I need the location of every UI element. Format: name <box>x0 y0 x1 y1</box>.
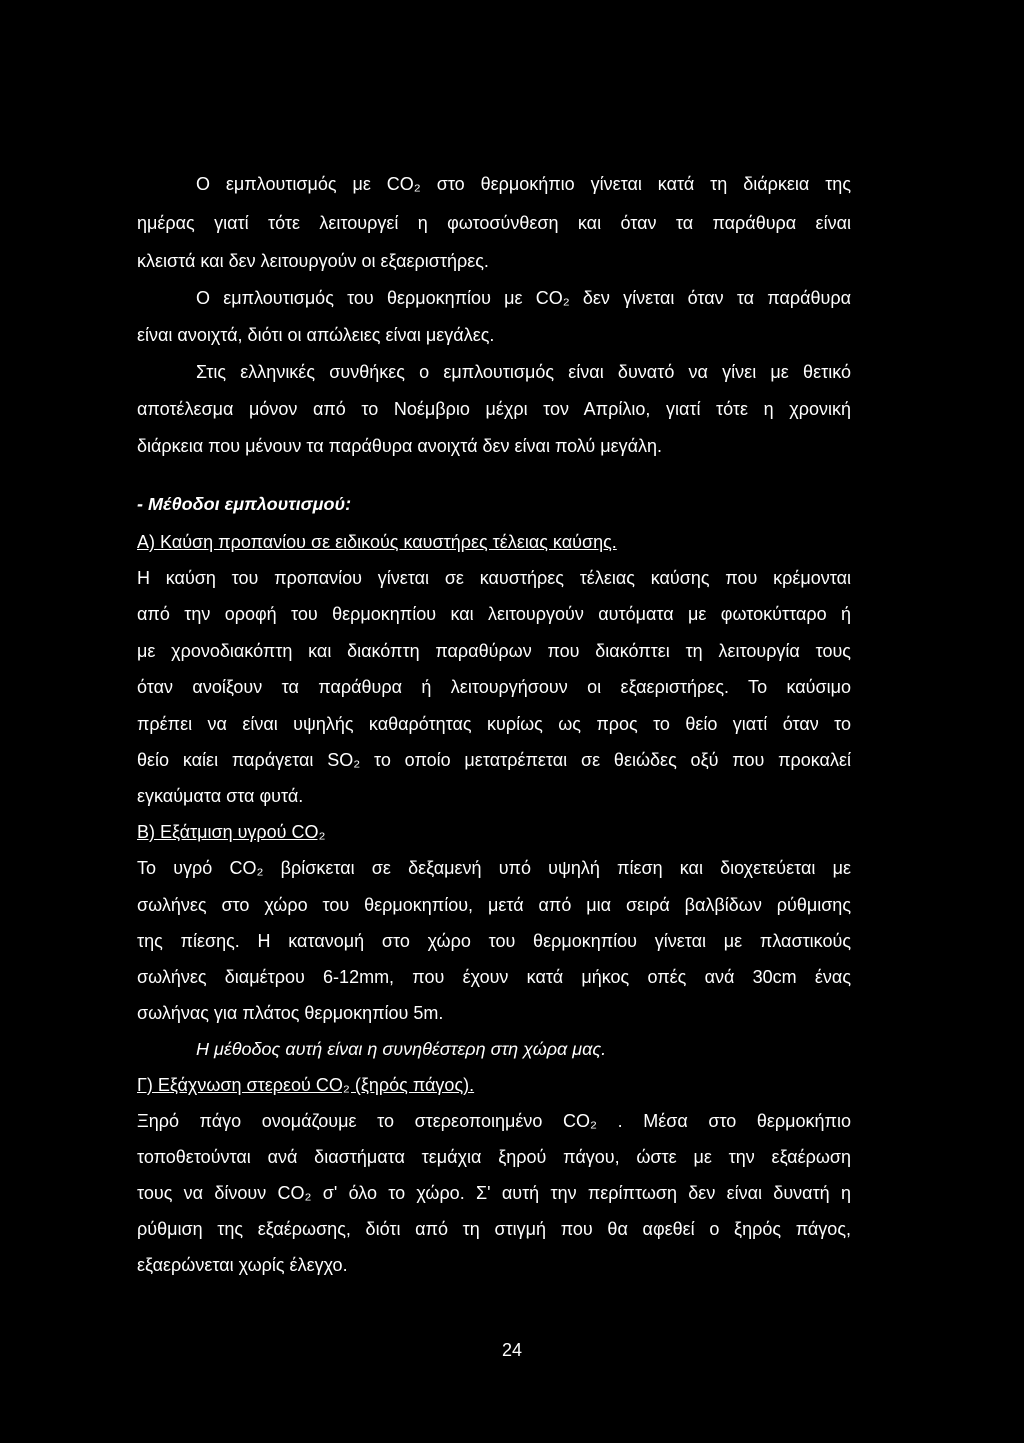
paragraph-line: πρέπει να είναι υψηλής καθαρότητας κυρίως ως προς το θείο γιατί όταν το <box>137 714 851 734</box>
paragraph-line: σωλήνες στο χώρο του θερμοκηπίου, μετά από μια σειρά βαλβίδων ρύθμισης <box>137 895 851 915</box>
paragraph-line: είναι ανοιχτά, διότι οι απώλειες είναι μεγάλες. <box>137 325 495 345</box>
paragraph-line: ρύθμιση της εξαέρωσης, διότι από τη στιγμή που θα αφεθεί ο ξηρός πάγος, <box>137 1219 851 1239</box>
paragraph-line: τους να δίνουν CO₂ σ' όλο το χώρο. Σ' αυτή την περίπτωση δεν είναι δυνατή η <box>137 1183 851 1203</box>
section-heading: - Μέθοδοι εμπλουτισμού: <box>137 494 352 514</box>
paragraph-line: αποτέλεσμα μόνον από το Νοέμβριο μέχρι τον Απρίλιο, γιατί τότε η χρονική <box>137 399 851 419</box>
paragraph-line: ημέρας γιατί τότε λειτουργεί η φωτοσύνθεση και όταν τα παράθυρα είναι <box>137 213 851 233</box>
paragraph-line: Η καύση του προπανίου γίνεται σε καυστήρες τέλειας καύσης που κρέμονται <box>137 568 851 588</box>
page-number: 24 <box>501 1340 523 1360</box>
paragraph-line: κλειστά και δεν λειτουργούν οι εξαεριστήρες. <box>137 251 489 271</box>
paragraph-line: της πίεσης. Η κατανομή στο χώρο του θερμοκηπίου γίνεται με πλαστικούς <box>137 931 851 951</box>
paragraph-line: Ο εμπλουτισμός του θερμοκηπίου με CO₂ δεν γίνεται όταν τα παράθυρα <box>196 288 851 308</box>
emphasis-note: Η μέθοδος αυτή είναι η συνηθέστερη στη χώρα μας. <box>196 1039 607 1059</box>
paragraph-line: Ξηρό πάγο ονομάζουμε το στερεοποιημένο CO₂ . Μέσα στο θερμοκήπιο <box>137 1111 851 1131</box>
paragraph-line: εγκαύματα στα φυτά. <box>137 786 304 806</box>
paragraph-line: εξαερώνεται χωρίς έλεγχο. <box>137 1255 348 1275</box>
paragraph-line: σωλήνες διαμέτρου 6-12mm, που έχουν κατά μήκος οπές ανά 30cm ένας <box>137 967 851 987</box>
paragraph-line: Το υγρό CO₂ βρίσκεται σε δεξαμενή υπό υψηλή πίεση και διοχετεύεται με <box>137 858 851 878</box>
paragraph-line: τοποθετούνται ανά διαστήματα τεμάχια ξηρού πάγου, ώστε με την εξαέρωση <box>137 1147 851 1167</box>
paragraph-line: Ο εμπλουτισμός με CO₂ στο θερμοκήπιο γίνεται κατά τη διάρκεια της <box>196 174 851 194</box>
paragraph-line: διάρκεια που μένουν τα παράθυρα ανοιχτά δεν είναι πολύ μεγάλη. <box>137 436 663 456</box>
subsection-heading: Α) Καύση προπανίου σε ειδικούς καυστήρες τέλειας καύσης. <box>137 532 617 552</box>
subsection-heading: Β) Εξάτμιση υγρού CO₂ <box>137 822 326 842</box>
paragraph-line: από την οροφή του θερμοκηπίου και λειτουργούν αυτόματα με φωτοκύτταρο ή <box>137 604 851 624</box>
paragraph-line: Στις ελληνικές συνθήκες ο εμπλουτισμός είναι δυνατό να γίνει με θετικό <box>196 362 851 382</box>
paragraph-line: σωλήνας για πλάτος θερμοκηπίου 5m. <box>137 1003 444 1023</box>
subsection-heading: Γ) Εξάχνωση στερεού CO₂ (ξηρός πάγος). <box>137 1075 475 1095</box>
paragraph-line: θείο καίει παράγεται SO₂ το οποίο μετατρέπεται σε θειώδες οξύ που προκαλεί <box>137 750 851 770</box>
paragraph-line: με χρονοδιακόπτη και διακόπτη παραθύρων που διακόπτει τη λειτουργία τους <box>137 641 851 661</box>
paragraph-line: όταν ανοίξουν τα παράθυρα ή λειτουργήσουν οι εξαεριστήρες. Το καύσιμο <box>137 677 851 697</box>
